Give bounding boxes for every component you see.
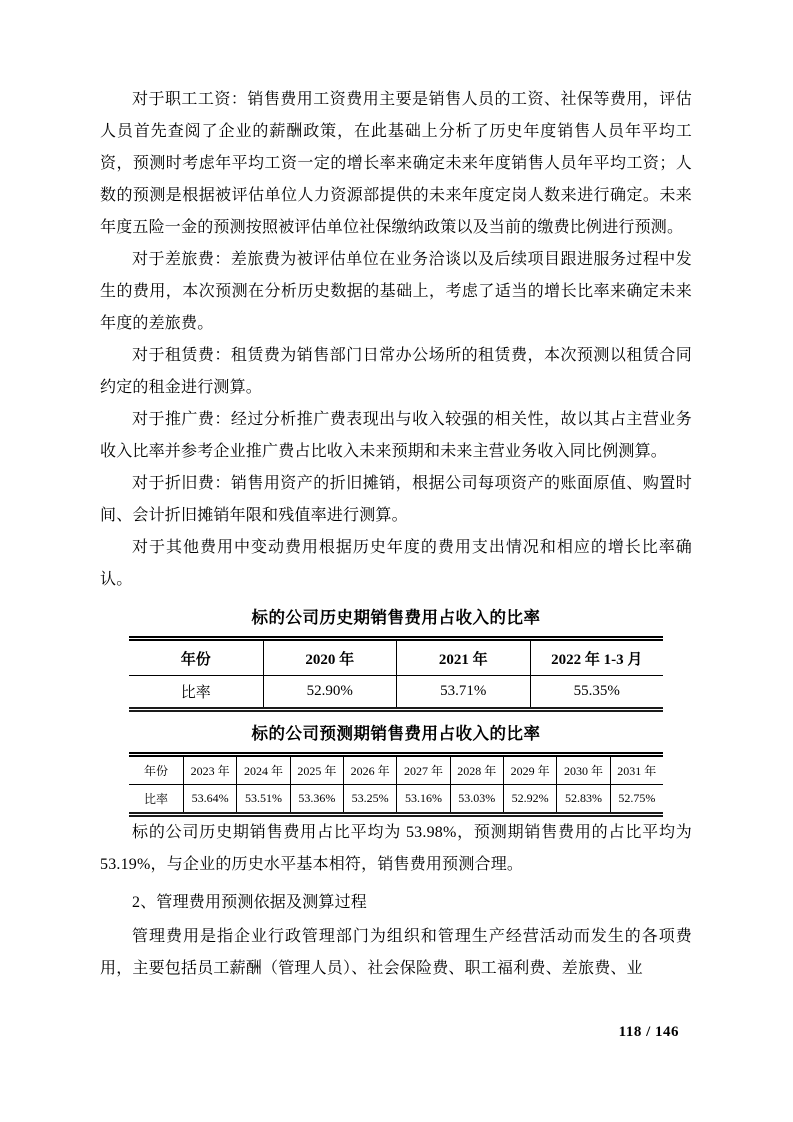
forecast-header-2024: 2024 年 (236, 757, 289, 785)
forecast-header-2030: 2030 年 (556, 757, 609, 785)
history-ratio-2021: 53.71% (396, 676, 530, 707)
forecast-ratio-2031: 52.75% (610, 785, 663, 812)
forecast-header-year: 年份 (129, 757, 183, 785)
forecast-ratio-label: 比率 (143, 792, 168, 806)
history-ratio-label: 比率 (180, 685, 211, 701)
forecast-header-2025: 2025 年 (290, 757, 343, 785)
history-ratio-table (129, 636, 663, 712)
section-heading-admin-expense: 2、管理费用预测依据及测算过程 (132, 894, 368, 911)
paragraph-rent-expense: 对于租赁费：租赁费为销售部门日常办公场所的租赁费，本次预测以租赁合同约定的租金进行测算。 (100, 347, 692, 396)
forecast-header-2023: 2023 年 (183, 757, 236, 785)
history-header-year: 年份 (129, 641, 263, 676)
paragraph-staff-wages: 对于职工工资：销售费用工资费用主要是销售人员的工资、社保等费用，评估人员首先查阅了企业的薪酬政策，在此基础上分析了历史年度销售人员年平均工资，预测时考虑年平均工资一定的增长率来确定未来年度销售人员年平均工资；人数的预测是根据被评估单位人力资源部提供的未来年度定岗人数来进行确定。未来年度五险一金的预测按照被评估单位社保缴纳政策以及当前的缴费比例进行预测。 (100, 91, 692, 236)
history-table-header-row (129, 641, 663, 676)
forecast-table-ratio-row (129, 785, 663, 812)
paragraph-ratio-summary: 标的公司历史期销售费用占比平均为 53.98%，预测期销售费用的占比平均为 53.19%，与企业的历史水平基本相符，销售费用预测合理。 (100, 824, 692, 873)
history-ratio-2022q1: 55.35% (530, 676, 664, 707)
forecast-ratio-2025: 53.36% (290, 785, 343, 812)
history-header-2021: 2021 年 (396, 641, 530, 676)
history-ratio-2020: 52.90% (263, 676, 397, 707)
forecast-header-2028: 2028 年 (450, 757, 503, 785)
history-header-2022q1: 2022 年 1-3 月 (530, 641, 664, 676)
forecast-header-2026: 2026 年 (343, 757, 396, 785)
page-number: 118 / 146 (618, 1024, 679, 1040)
forecast-ratio-2023: 53.64% (183, 785, 236, 812)
history-table-title: 标的公司历史期销售费用占收入的比率 (251, 608, 541, 627)
forecast-ratio-2030: 52.83% (556, 785, 609, 812)
history-table-ratio-row (129, 676, 663, 707)
forecast-table-title: 标的公司预测期销售费用占收入的比率 (251, 724, 541, 743)
forecast-ratio-2028: 53.03% (450, 785, 503, 812)
forecast-ratio-table (129, 752, 663, 817)
forecast-ratio-2027: 53.16% (396, 785, 449, 812)
forecast-table-header-row (129, 757, 663, 785)
forecast-header-2027: 2027 年 (396, 757, 449, 785)
forecast-header-2031: 2031 年 (610, 757, 663, 785)
paragraph-promotion-expense: 对于推广费：经过分析推广费表现出与收入较强的相关性，故以其占主营业务收入比率并参考企业推广费占比收入未来预期和未来主营业务收入同比例测算。 (100, 411, 692, 460)
forecast-ratio-2029: 52.92% (503, 785, 556, 812)
page-content (100, 84, 692, 985)
paragraph-admin-expense: 管理费用是指企业行政管理部门为组织和管理生产经营活动而发生的各项费用，主要包括员工薪酬（管理人员）、社会保险费、职工福利费、差旅费、业 (100, 928, 692, 977)
paragraph-travel-expense: 对于差旅费：差旅费为被评估单位在业务洽谈以及后续项目跟进服务过程中发生的费用，本次预测在分析历史数据的基础上，考虑了适当的增长比率来确定未来年度的差旅费。 (100, 251, 692, 332)
history-header-2020: 2020 年 (263, 641, 397, 676)
forecast-header-2029: 2029 年 (503, 757, 556, 785)
forecast-ratio-2026: 53.25% (343, 785, 396, 812)
paragraph-other-expense: 对于其他费用中变动费用根据历史年度的费用支出情况和相应的增长比率确认。 (100, 539, 692, 588)
forecast-ratio-2024: 53.51% (236, 785, 289, 812)
paragraph-depreciation-expense: 对于折旧费：销售用资产的折旧摊销，根据公司每项资产的账面原值、购置时间、会计折旧摊销年限和残值率进行测算。 (100, 475, 692, 524)
